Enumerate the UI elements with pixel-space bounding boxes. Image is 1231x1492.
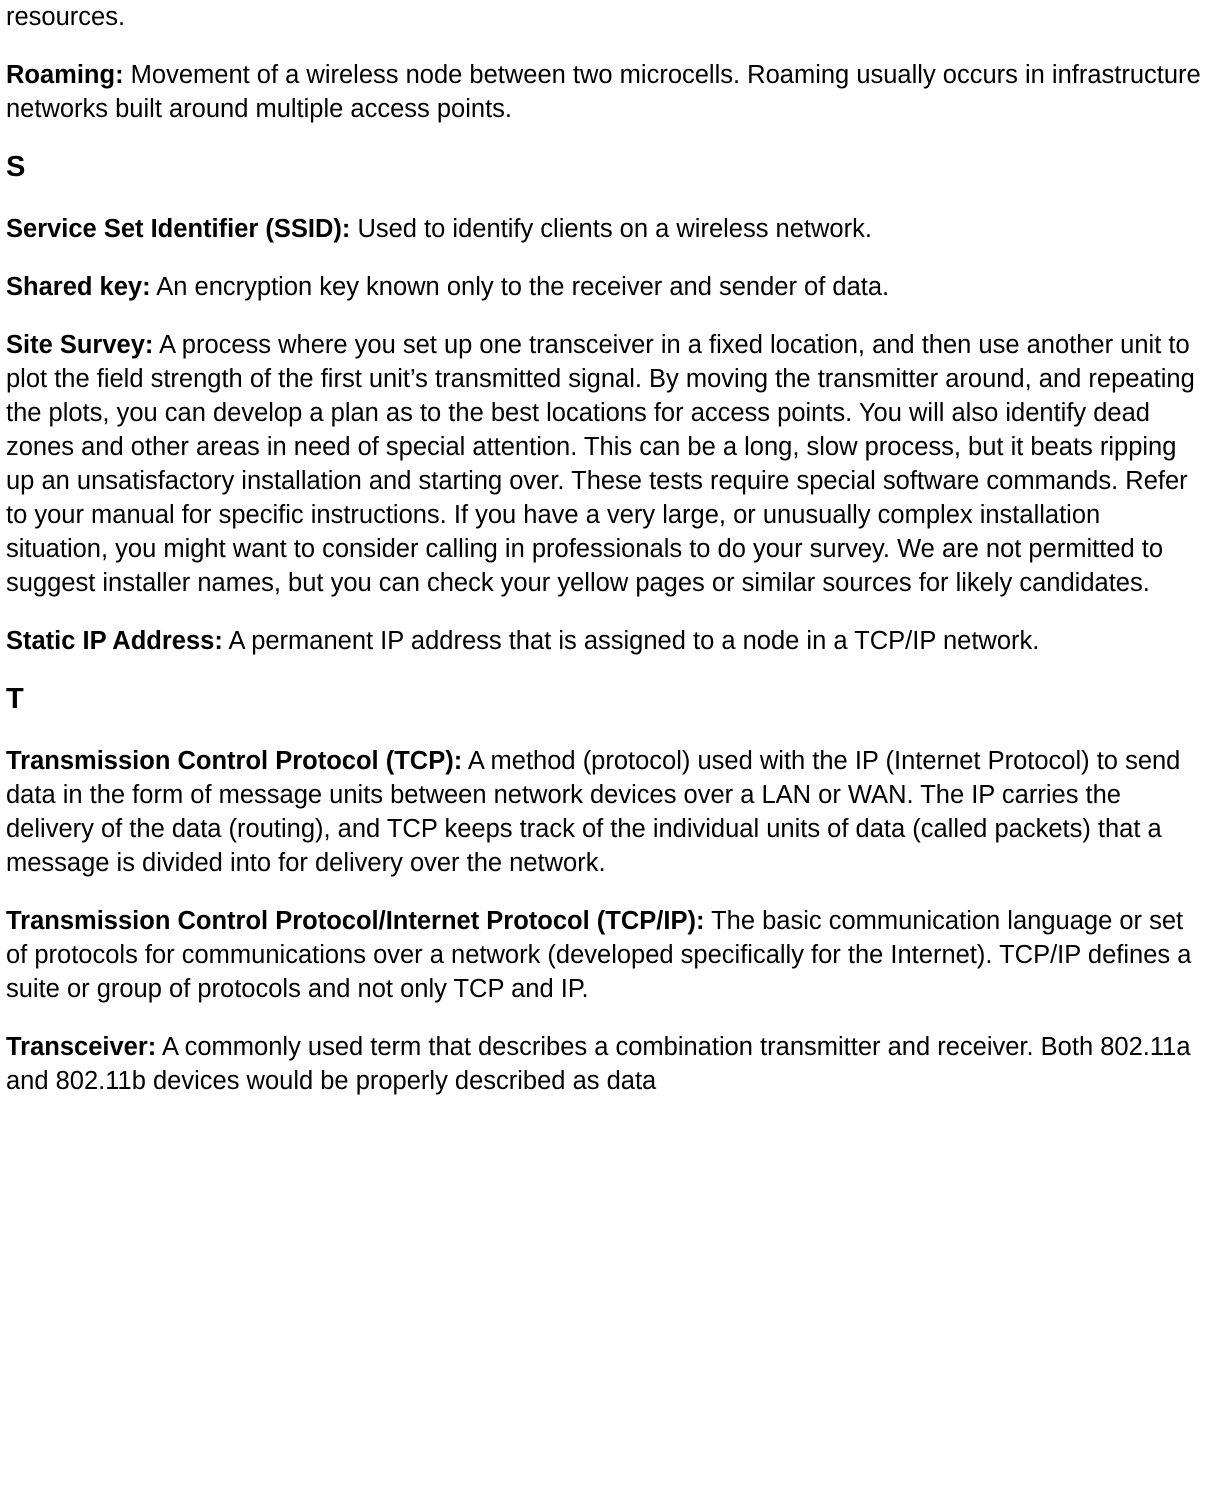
- paragraph-transceiver: [6, 1030, 1201, 1098]
- definition-text: A commonly used term that describes a combination transmitter and receiver. Both 802.11a and 802.11b devices would be properly described as data: [6, 1033, 1191, 1095]
- paragraph-tcp: [6, 744, 1201, 880]
- definition-text: Used to identify clients on a wireless network.: [350, 215, 872, 243]
- term-label: Transceiver:: [6, 1033, 157, 1061]
- paragraph-roaming: [6, 58, 1201, 126]
- definition-text: A method (protocol) used with the IP (Internet Protocol) to send data in the form of message units between network devices over a LAN or WAN. The IP carries the delivery of the data (routing), and TCP keeps track of the individual units of data (called packets) that a message is divided into for delivery over the network.: [6, 747, 1181, 877]
- section-heading-t: T: [6, 683, 24, 715]
- paragraph-ssid: [6, 212, 1201, 246]
- term-label: Transmission Control Protocol (TCP):: [6, 747, 463, 775]
- section-heading-s: S: [6, 151, 26, 183]
- term-label: Transmission Control Protocol/Internet Protocol (TCP/IP):: [6, 907, 705, 935]
- definition-text: An encryption key known only to the receiver and sender of data.: [150, 273, 890, 301]
- definition-text: The basic communication language or set of protocols for communications over a network (developed specifically for the Internet). TCP/IP defines a suite or group of protocols and not only TCP and IP.: [6, 907, 1192, 1003]
- paragraph-shared-key: [6, 270, 1201, 304]
- paragraph-site-survey: [6, 328, 1201, 600]
- term-label: Site Survey:: [6, 331, 154, 359]
- definition-text: resources.: [6, 3, 126, 31]
- term-label: Shared key:: [6, 273, 151, 301]
- term-label: Roaming:: [6, 61, 124, 89]
- paragraph-resources-fragment: [6, 0, 1201, 34]
- term-label: Static IP Address:: [6, 627, 223, 655]
- term-label: Service Set Identifier (SSID):: [6, 215, 351, 243]
- definition-text: A permanent IP address that is assigned to a node in a TCP/IP network.: [222, 627, 1040, 655]
- definition-text: A process where you set up one transceiver in a fixed location, and then use another unit to plot the field strength of the first unit’s transmitted signal. By moving the transmitter around, and repeating the plots, you can develop a plan as to the best locations for access points. You will also identify dead zones and other areas in need of special attention. This can be a long, slow process, but it beats ripping up an unsatisfactory installation and starting over. These tests require special software commands. Refer to your manual for specific instructions. If you have a very large, or unusually complex installation situation, you might want to consider calling in professionals to do your survey. We are not permitted to suggest installer names, but you can check your yellow pages or similar sources for likely candidates.: [6, 331, 1195, 597]
- definition-text: Movement of a wireless node between two microcells. Roaming usually occurs in infrastructure networks built around multiple access points.: [6, 61, 1201, 123]
- paragraph-tcp-ip: [6, 904, 1201, 1006]
- paragraph-static-ip-address: [6, 624, 1201, 658]
